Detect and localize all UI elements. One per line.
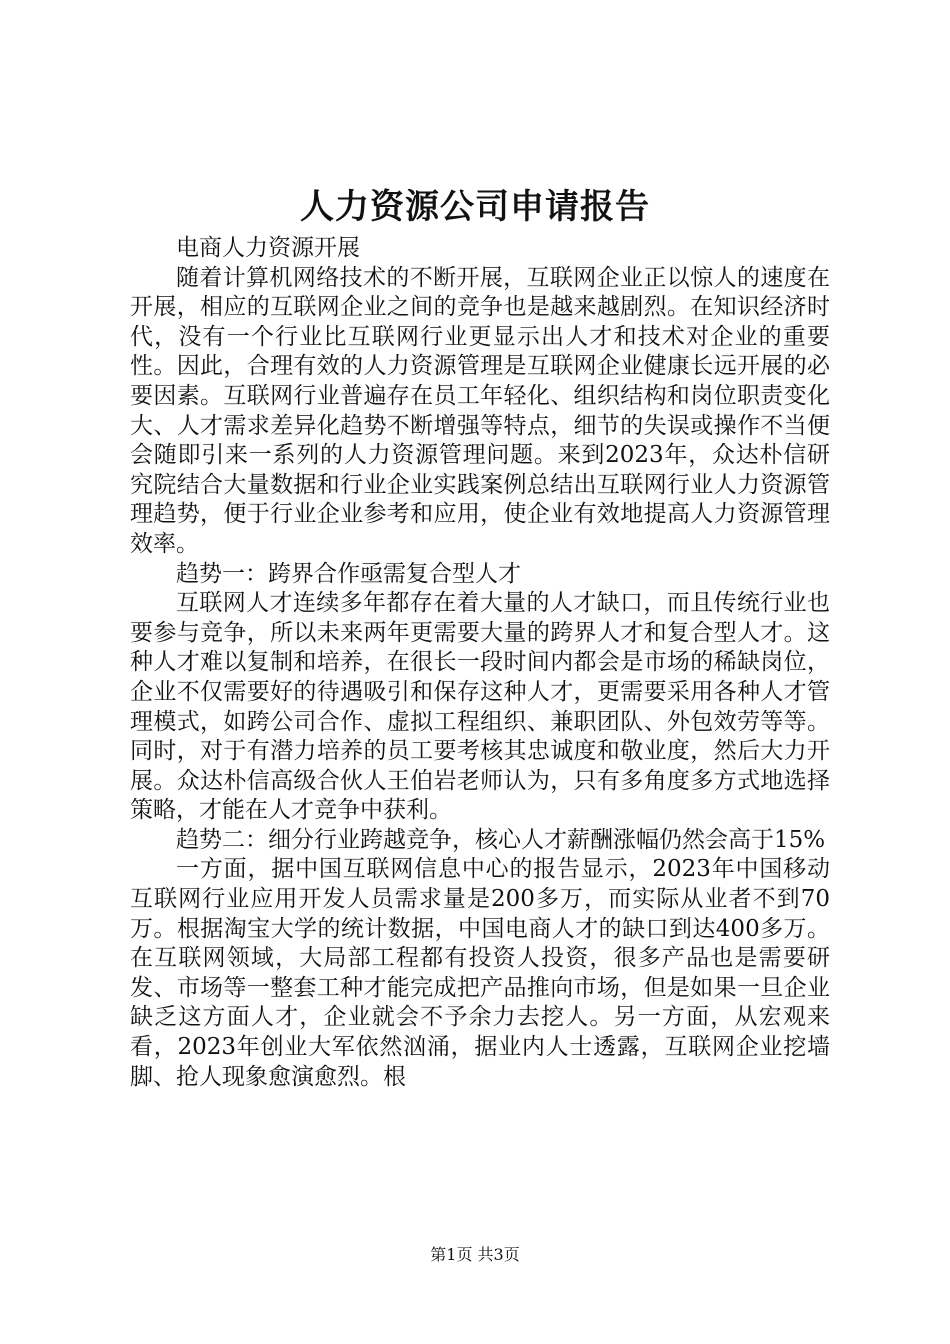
paragraph-trend-two-heading: 趋势二：细分行业跨越竞争，核心人才薪酬涨幅仍然会高于15%: [176, 826, 826, 853]
document-body: [130, 234, 830, 1092]
paragraph-subheading: 电商人力资源开展: [176, 235, 360, 261]
paragraph-trend-two-body: 一方面，据中国互联网信息中心的报告显示，2023年中国移动互联网行业应用开发人员需求量是200多万，而实际从业者不到70万。根据淘宝大学的统计数据，中国电商人才的缺口到达400多万。在互联网领域，大局部工程都有投资人投资，很多产品也是需要研发、市场等一整套工种才能完成把产品推向市场，但是如果一旦企业缺乏这方面人才，企业就会不予余力去挖人。另一方面，从宏观来看，2023年创业大军依然汹涌，据业内人士透露，互联网企业挖墙脚、抢人现象愈演愈烈。根: [130, 856, 830, 1090]
paragraph-trend-one-heading: 趋势一：跨界合作亟需复合型人才: [176, 560, 521, 587]
page-number-footer: 第1页 共3页: [430, 1245, 520, 1264]
document-title: 人力资源公司申请报告: [300, 187, 650, 227]
paragraph-intro: 随着计算机网络技术的不断开展，互联网企业正以惊人的速度在开展，相应的互联网企业之间的竞争也是越来越剧烈。在知识经济时代，没有一个行业比互联网行业更显示出人才和技术对企业的重要性。因此，合理有效的人力资源管理是互联网企业健康长远开展的必要因素。互联网行业普遍存在员工年轻化、组织结构和岗位职责变化大、人才需求差异化趋势不断增强等特点，细节的失误或操作不当便会随即引来一系列的人力资源管理问题。来到2023年，众达朴信研究院结合大量数据和行业企业实践案例总结出互联网行业人力资源管理趋势，便于行业企业参考和应用，使企业有效地提高人力资源管理效率。: [130, 264, 830, 557]
paragraph-trend-one-body: 互联网人才连续多年都存在着大量的人才缺口，而且传统行业也要参与竞争，所以未来两年更需要大量的跨界人才和复合型人才。这种人才难以复制和培养，在很长一段时间内都会是市场的稀缺岗位，企业不仅需要好的待遇吸引和保存这种人才，更需要采用各种人才管理模式，如跨公司合作、虚拟工程组织、兼职团队、外包效劳等等。同时，对于有潜力培养的员工要考核其忠诚度和敬业度，然后大力开展。众达朴信高级合伙人王伯岩老师认为，只有多角度多方式地选择策略，才能在人才竞争中获利。: [130, 590, 830, 824]
